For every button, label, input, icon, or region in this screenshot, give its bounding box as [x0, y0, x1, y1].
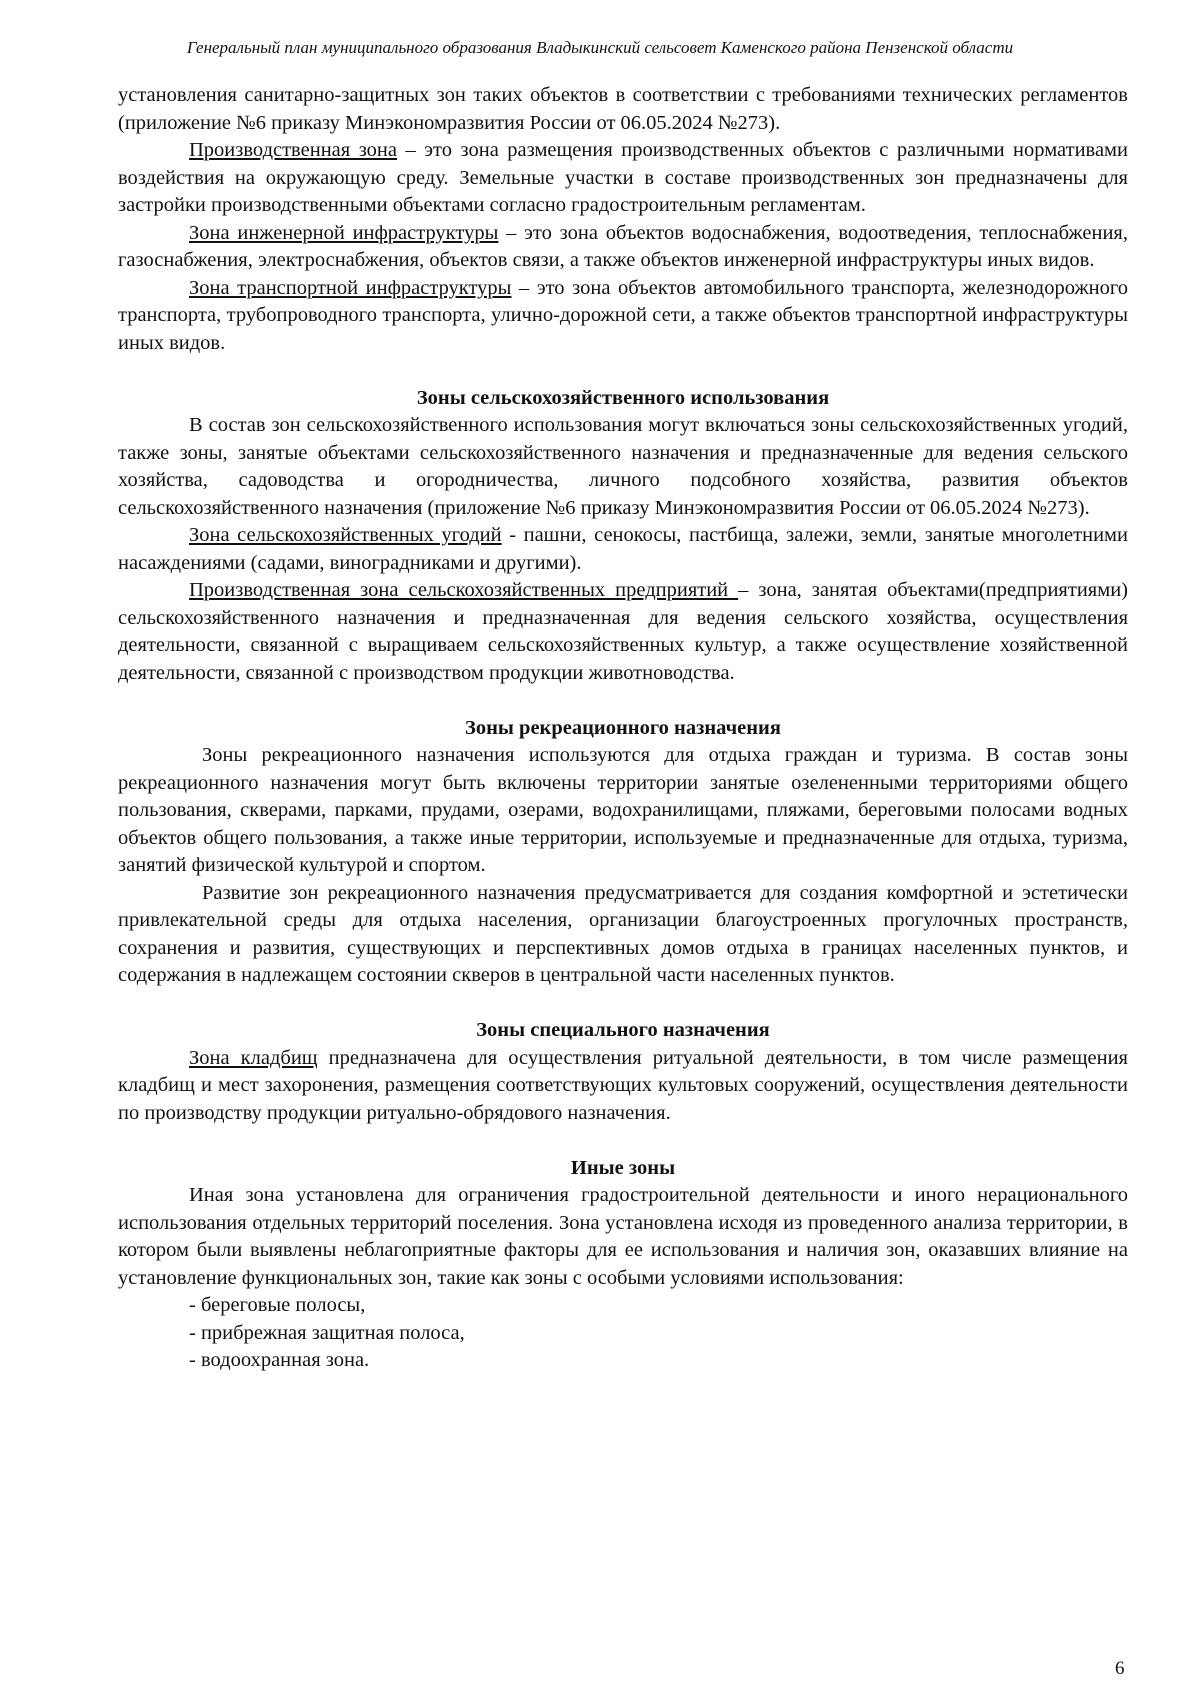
page-number: 6 [1115, 1658, 1125, 1679]
paragraph: Зоны рекреационного назначения используются для отдыха граждан и туризма. В состав зоны рекреационного назначения могут быть включены территории занятые озелененными территориями общего пользования, скверами, парками, прудами, озерами, водохранилищами, пляжами, береговыми полосами водных объектов общего пользования, а также иные территории, используемые и предназначенные для отдыха, туризма, занятий физической культурой и спортом. [118, 744, 1128, 876]
paragraph: В состав зон сельскохозяйственного использования могут включаться зоны сельскохозяйственных угодий, также зоны, занятые объектами сельскохозяйственного назначения и предназначенные для ведения сельского хозяйства, садоводства и огородничества, личного подсобного хозяйства, развития объектов сельскохозяйственного назначения (приложение №6 приказу Минэкономразвития России от 06.05.2024 №273). [118, 414, 1128, 519]
section-heading: Зоны специального назначения [476, 1019, 770, 1041]
definition: – зона, занятая объектами(предприятиями) сельскохозяйственного назначения и предназначенная для ведения сельского хозяйства, осуществления деятельности, связанной с выращиваем сельскохозяйственных культур, а также осуществление хозяйственной деятельности, связанной с производством продукции животноводства. [118, 579, 1128, 684]
paragraph [118, 1045, 1128, 1128]
section-heading: Зоны сельскохозяйственного использования [416, 386, 830, 409]
paragraph [118, 275, 1128, 358]
paragraph [118, 577, 1128, 687]
term: Зона транспортной инфраструктуры [189, 276, 512, 299]
document-body [118, 82, 1128, 1375]
section-heading: Иные зоны [570, 1156, 676, 1179]
list [118, 1292, 1128, 1375]
term: Производственная зона [189, 139, 397, 161]
term: Зона сельскохозяйственных угодий [189, 524, 502, 546]
section-heading: Зоны рекреационного назначения [465, 716, 781, 739]
paragraph [118, 137, 1128, 220]
paragraph: установления санитарно-защитных зон таких объектов в соответствии с требованиями технических регламентов (приложение №6 приказу Минэкономразвития России от 06.05.2024 №273). [118, 84, 1128, 134]
term: Производственная зона сельскохозяйственных предприятий [189, 579, 739, 601]
paragraph: Иная зона установлена для ограничения градостроительной деятельности и иного нерационального использования отдельных территорий поселения. Зона установлена исходя из проведенного анализа территории, в котором были выявлены неблагоприятные факторы для ее использования и наличия зон, оказавших влияние на установление функциональных зон, такие как зоны с особыми условиями использования: [118, 1184, 1128, 1289]
definition: предназначена для осуществления ритуальной деятельности, в том числе размещения кладбищ и мест захоронения, размещения соответствующих культовых сооружений, осуществления деятельности по производству продукции ритуально-обрядового назначения. [118, 1046, 1128, 1124]
term: Зона кладбищ [189, 1046, 318, 1069]
definition: – это зона объектов водоснабжения, водоотведения, теплоснабжения, газоснабжения, электроснабжения, объектов связи, а также объектов инженерной инфраструктуры иных видов. [118, 221, 1128, 271]
paragraph: Развитие зон рекреационного назначения предусматривается для создания комфортной и эстетически привлекательной среды для отдыха населения, организации благоустроенных прогулочных пространств, сохранения и развития, существующих и перспективных домов отдыха в границах населенных пунктов, и содержания в надлежащем состоянии скверов в центральной части населенных пунктов. [118, 881, 1128, 986]
list-item: - водоохранная зона. [189, 1349, 370, 1371]
definition: – это зона размещения производственных объектов с различными нормативами воздействия на окружающую среду. Земельные участки в составе производственных зон предназначены для застройки производственными объектами согласно градостроительным регламентам. [118, 139, 1128, 216]
term: Зона инженерной инфраструктуры [189, 221, 499, 244]
list-item: - прибрежная защитная полоса, [189, 1321, 465, 1344]
running-header: Генеральный план муниципального образования Владыкинский сельсовет Каменского района Пензенской области [186, 38, 1014, 57]
paragraph [118, 220, 1128, 275]
definition: - пашни, сенокосы, пастбища, залежи, земли, занятые многолетними насаждениями (садами, виноградниками и другими). [118, 524, 1128, 574]
paragraph [118, 522, 1128, 577]
definition: – это зона объектов автомобильного транспорта, железнодорожного транспорта, трубопроводного транспорта, улично-дорожной сети, а также объектов транспортной инфраструктуры иных видов. [118, 276, 1128, 354]
list-item: - береговые полосы, [189, 1294, 366, 1316]
